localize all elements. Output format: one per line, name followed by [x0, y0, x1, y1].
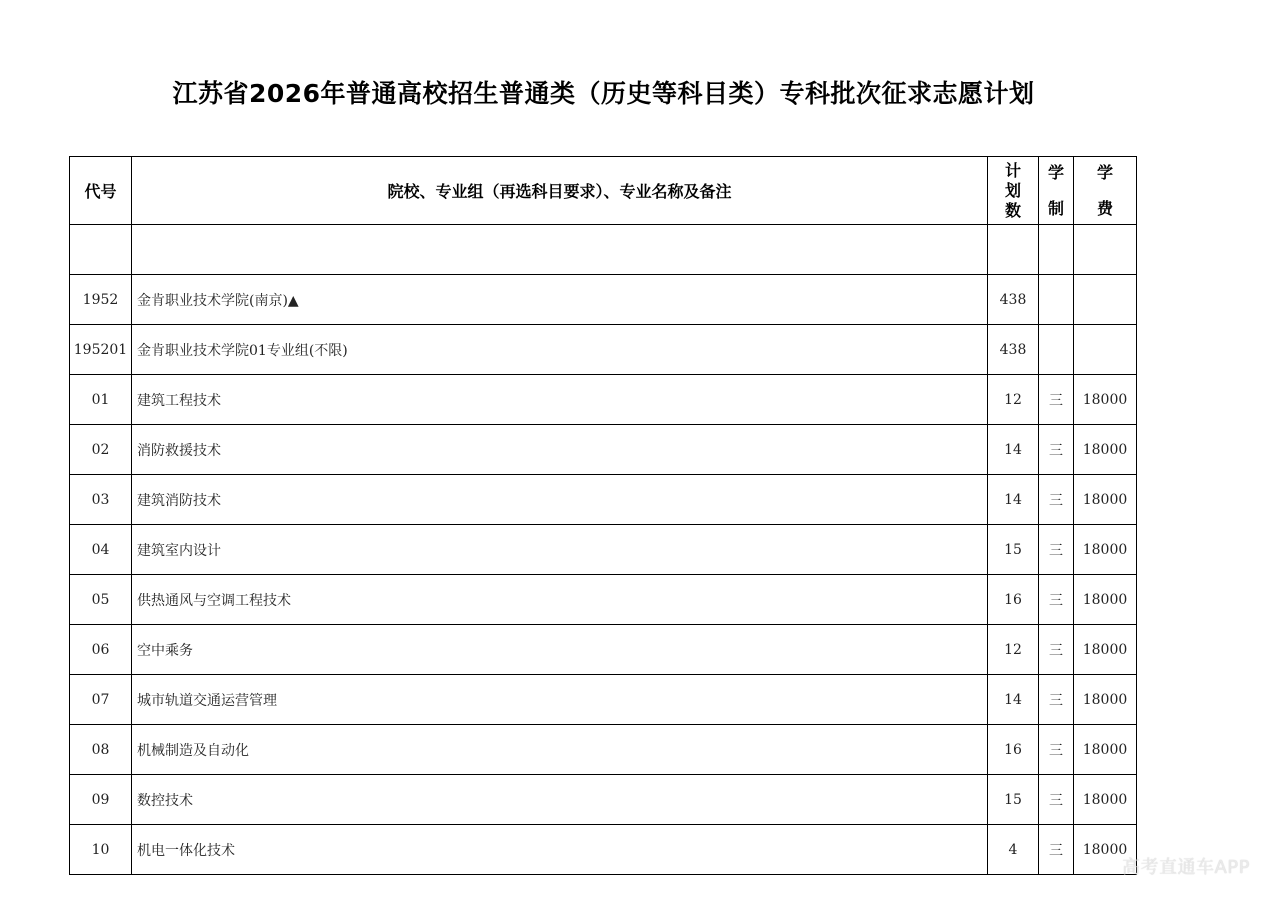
cell-duration: 三	[1039, 775, 1074, 825]
cell-plan: 438	[988, 275, 1039, 325]
header-duration-char: 制	[1047, 198, 1064, 218]
cell-fee	[1074, 225, 1137, 275]
header-code: 代号	[70, 157, 132, 225]
table-row	[70, 525, 1137, 575]
cell-code: 195201	[70, 325, 132, 375]
cell-code: 01	[70, 375, 132, 425]
cell-plan: 14	[988, 475, 1039, 525]
cell-fee: 18000	[1074, 375, 1137, 425]
cell-duration: 三	[1039, 425, 1074, 475]
cell-duration	[1039, 225, 1074, 275]
table-row	[70, 475, 1137, 525]
cell-name: 建筑室内设计	[132, 525, 988, 575]
cell-plan: 4	[988, 825, 1039, 875]
cell-name: 城市轨道交通运营管理	[132, 675, 988, 725]
cell-code: 05	[70, 575, 132, 625]
cell-plan: 15	[988, 525, 1039, 575]
cell-duration: 三	[1039, 825, 1074, 875]
cell-plan: 12	[988, 625, 1039, 675]
table-row	[70, 425, 1137, 475]
cell-name: 建筑工程技术	[132, 375, 988, 425]
cell-name: 金肯职业技术学院(南京)▲	[132, 275, 988, 325]
cell-code: 07	[70, 675, 132, 725]
cell-fee	[1074, 325, 1137, 375]
cell-code: 04	[70, 525, 132, 575]
header-plan-char: 数	[1004, 200, 1021, 220]
table-row	[70, 675, 1137, 725]
header-duration-char: 学	[1047, 162, 1064, 182]
cell-fee: 18000	[1074, 675, 1137, 725]
table-row	[70, 325, 1137, 375]
cell-plan: 14	[988, 425, 1039, 475]
cell-plan: 438	[988, 325, 1039, 375]
header-fee-char: 学	[1096, 162, 1113, 182]
table-row	[70, 275, 1137, 325]
page-title: 江苏省2026年普通高校招生普通类（历史等科目类）专科批次征求志愿计划	[172, 79, 1035, 108]
header-duration	[1039, 157, 1074, 225]
table-row	[70, 225, 1137, 275]
cell-name: 建筑消防技术	[132, 475, 988, 525]
cell-code: 08	[70, 725, 132, 775]
cell-duration: 三	[1039, 675, 1074, 725]
enrollment-plan-table	[69, 156, 1137, 875]
cell-name: 消防救援技术	[132, 425, 988, 475]
cell-name	[132, 225, 988, 275]
cell-code: 03	[70, 475, 132, 525]
cell-fee: 18000	[1074, 825, 1137, 875]
table-row	[70, 725, 1137, 775]
cell-fee: 18000	[1074, 425, 1137, 475]
cell-fee: 18000	[1074, 525, 1137, 575]
cell-plan	[988, 225, 1039, 275]
header-plan-char: 计	[1004, 160, 1021, 180]
cell-duration: 三	[1039, 525, 1074, 575]
header-fee-char: 费	[1096, 198, 1113, 218]
table-row	[70, 825, 1137, 875]
cell-duration	[1039, 325, 1074, 375]
cell-duration: 三	[1039, 475, 1074, 525]
cell-duration: 三	[1039, 725, 1074, 775]
cell-fee: 18000	[1074, 725, 1137, 775]
cell-fee: 18000	[1074, 475, 1137, 525]
watermark: 高考直通车APP	[1121, 857, 1250, 878]
header-plan-char: 划	[1004, 180, 1021, 200]
cell-code: 02	[70, 425, 132, 475]
cell-duration: 三	[1039, 575, 1074, 625]
cell-code: 06	[70, 625, 132, 675]
table-row	[70, 375, 1137, 425]
cell-duration: 三	[1039, 375, 1074, 425]
cell-name: 机械制造及自动化	[132, 725, 988, 775]
header-name: 院校、专业组（再选科目要求）、专业名称及备注	[132, 157, 988, 225]
table-header-row	[70, 157, 1137, 225]
cell-plan: 14	[988, 675, 1039, 725]
cell-name: 机电一体化技术	[132, 825, 988, 875]
header-fee	[1074, 157, 1137, 225]
table-row	[70, 575, 1137, 625]
cell-duration: 三	[1039, 625, 1074, 675]
cell-fee: 18000	[1074, 775, 1137, 825]
cell-fee: 18000	[1074, 625, 1137, 675]
cell-duration	[1039, 275, 1074, 325]
cell-plan: 15	[988, 775, 1039, 825]
cell-code: 1952	[70, 275, 132, 325]
cell-fee: 18000	[1074, 575, 1137, 625]
cell-code: 10	[70, 825, 132, 875]
header-plan	[988, 157, 1039, 225]
cell-name: 金肯职业技术学院01专业组(不限)	[132, 325, 988, 375]
cell-plan: 16	[988, 725, 1039, 775]
cell-name: 数控技术	[132, 775, 988, 825]
cell-plan: 12	[988, 375, 1039, 425]
cell-plan: 16	[988, 575, 1039, 625]
cell-fee	[1074, 275, 1137, 325]
cell-code: 09	[70, 775, 132, 825]
cell-code	[70, 225, 132, 275]
cell-name: 供热通风与空调工程技术	[132, 575, 988, 625]
table-row	[70, 625, 1137, 675]
cell-name: 空中乘务	[132, 625, 988, 675]
table-row	[70, 775, 1137, 825]
